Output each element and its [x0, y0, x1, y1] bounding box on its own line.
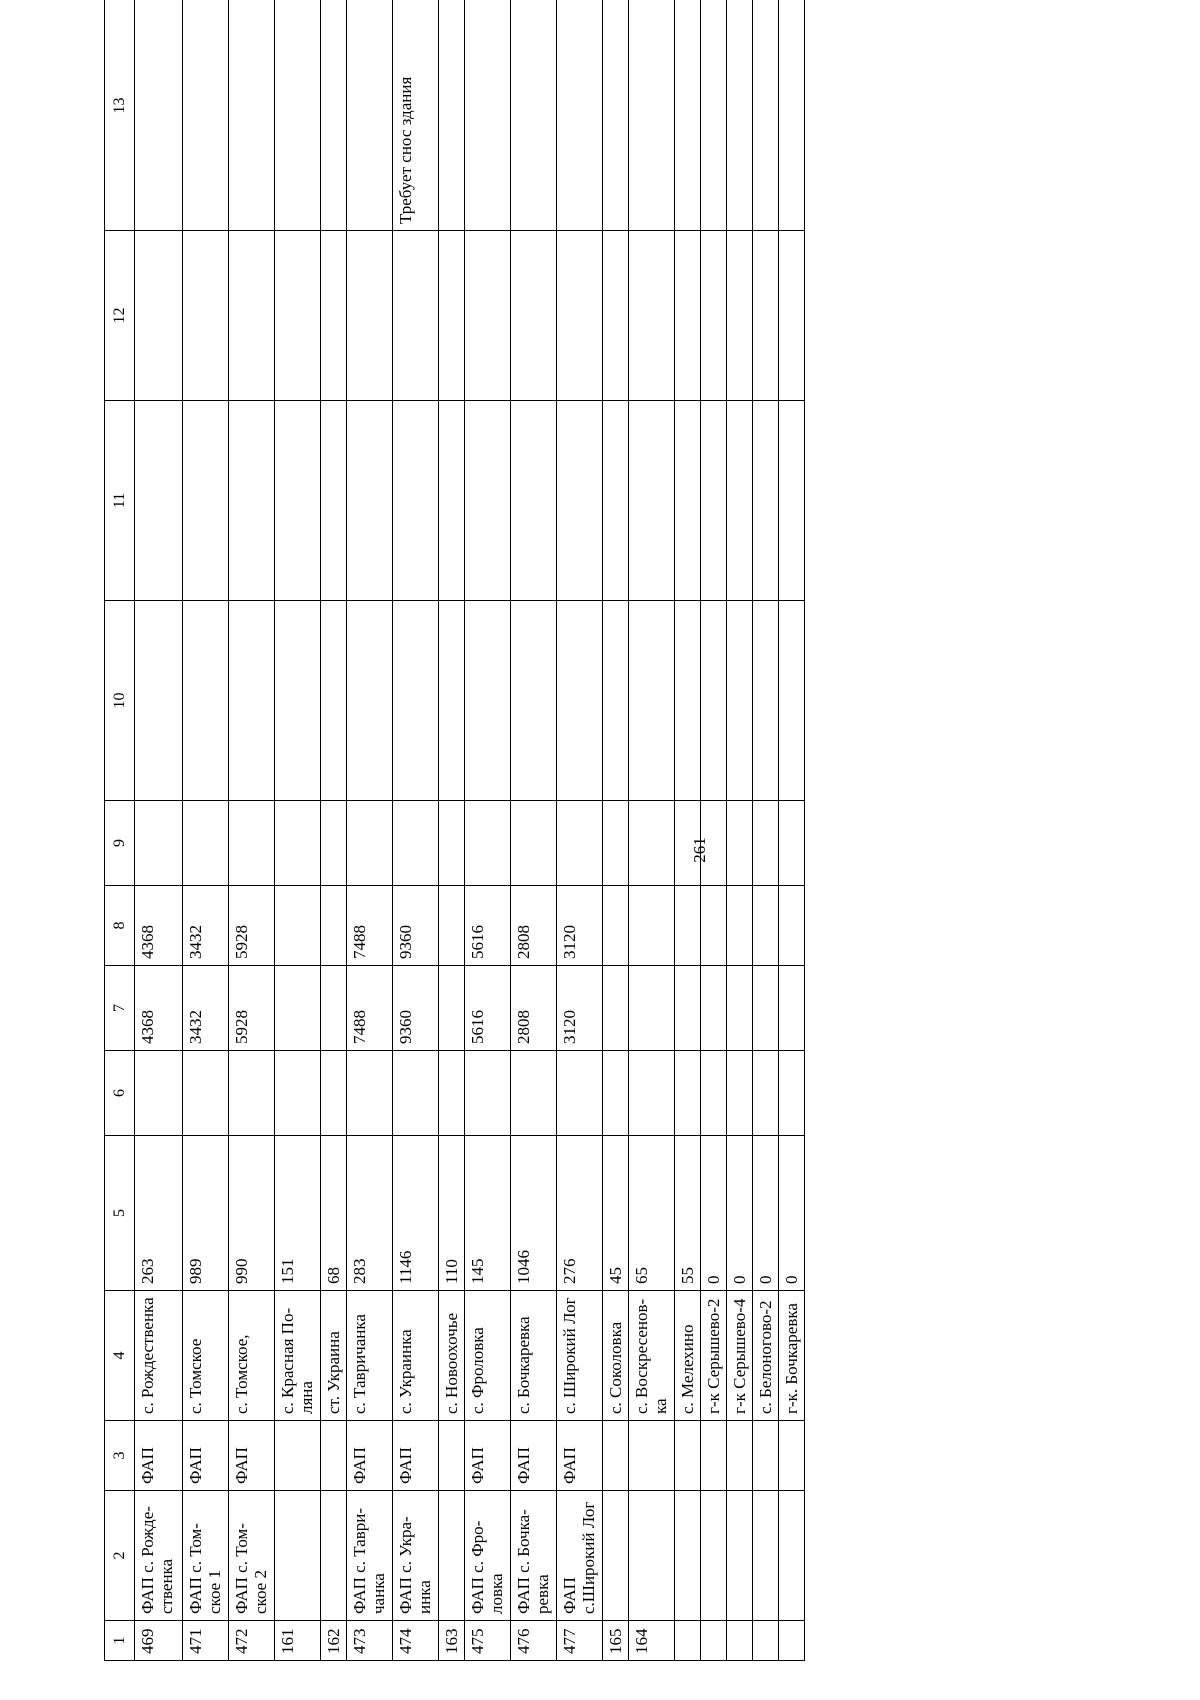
cell-col-6 [347, 1051, 393, 1136]
cell-col-1: 474 [393, 1621, 439, 1661]
header-cell: 7 [105, 966, 135, 1051]
cell-col-9 [603, 801, 629, 886]
cell-col-11 [675, 401, 701, 601]
cell-col-9 [229, 801, 275, 886]
cell-col-11 [347, 401, 393, 601]
cell-col-5: 151 [275, 1136, 321, 1291]
cell-col-7 [727, 966, 753, 1051]
cell-col-2 [439, 1491, 465, 1621]
cell-col-10 [183, 601, 229, 801]
header-cell: 2 [105, 1491, 135, 1621]
cell-col-6 [603, 1051, 629, 1136]
cell-col-4: с. Тавричанка [347, 1291, 393, 1421]
cell-col-12 [229, 231, 275, 401]
cell-col-6 [321, 1051, 347, 1136]
cell-col-3: ФАП [557, 1421, 603, 1491]
cell-col-4: с. Украинка [393, 1291, 439, 1421]
cell-col-10 [753, 601, 779, 801]
cell-col-13 [675, 0, 701, 231]
cell-col-7: 4368 [135, 966, 183, 1051]
cell-col-10 [557, 601, 603, 801]
cell-col-7: 2808 [511, 966, 557, 1051]
cell-col-11 [629, 401, 675, 601]
cell-col-13 [557, 0, 603, 231]
cell-col-9 [393, 801, 439, 886]
rotated-table-container [104, 0, 904, 1661]
cell-col-7 [753, 966, 779, 1051]
cell-col-1: 164 [629, 1621, 675, 1661]
cell-col-9 [275, 801, 321, 886]
cell-col-3: ФАП [229, 1421, 275, 1491]
cell-col-7 [629, 966, 675, 1051]
cell-col-1: 471 [183, 1621, 229, 1661]
table-row [629, 0, 675, 1661]
cell-col-12 [347, 231, 393, 401]
cell-col-8: 9360 [393, 886, 439, 966]
cell-col-5: 989 [183, 1136, 229, 1291]
cell-col-5: 283 [347, 1136, 393, 1291]
cell-col-4: с. Красная По-ляна [275, 1291, 321, 1421]
cell-col-7 [675, 966, 701, 1051]
cell-col-6 [229, 1051, 275, 1136]
cell-col-13 [465, 0, 511, 231]
cell-col-12 [753, 231, 779, 401]
cell-col-1: 477 [557, 1621, 603, 1661]
cell-col-6 [465, 1051, 511, 1136]
cell-col-11 [229, 401, 275, 601]
cell-col-1: 472 [229, 1621, 275, 1661]
cell-col-7: 3432 [183, 966, 229, 1051]
cell-col-2 [629, 1491, 675, 1621]
cell-col-12 [275, 231, 321, 401]
header-cell: 5 [105, 1136, 135, 1291]
cell-col-2: ФАП с. Укра-инка [393, 1491, 439, 1621]
cell-col-7 [439, 966, 465, 1051]
cell-col-4: г-к. Бочкаревка [779, 1291, 805, 1421]
cell-col-1: 163 [439, 1621, 465, 1661]
cell-col-11 [727, 401, 753, 601]
cell-col-10 [727, 601, 753, 801]
cell-col-2: ФАП с. Фро-ловка [465, 1491, 511, 1621]
cell-col-9 [347, 801, 393, 886]
cell-col-13 [439, 0, 465, 231]
cell-col-12 [629, 231, 675, 401]
cell-col-5: 65 [629, 1136, 675, 1291]
table-row [557, 0, 603, 1661]
cell-col-3 [779, 1421, 805, 1491]
cell-col-6 [439, 1051, 465, 1136]
cell-col-9 [465, 801, 511, 886]
cell-col-13 [629, 0, 675, 231]
cell-col-5: 990 [229, 1136, 275, 1291]
header-cell: 3 [105, 1421, 135, 1491]
cell-col-12 [557, 231, 603, 401]
cell-col-9 [557, 801, 603, 886]
cell-col-13: Требует снос здания [393, 0, 439, 231]
cell-col-8 [275, 886, 321, 966]
cell-col-12 [727, 231, 753, 401]
cell-col-13 [183, 0, 229, 231]
cell-col-8 [701, 886, 727, 966]
cell-col-8 [779, 886, 805, 966]
cell-col-8: 3120 [557, 886, 603, 966]
cell-col-11 [439, 401, 465, 601]
table-row [603, 0, 629, 1661]
header-cell: 8 [105, 886, 135, 966]
data-table [104, 0, 805, 1661]
cell-col-10 [229, 601, 275, 801]
cell-col-11 [393, 401, 439, 601]
cell-col-11 [275, 401, 321, 601]
cell-col-1: 469 [135, 1621, 183, 1661]
cell-col-4: с. Томское [183, 1291, 229, 1421]
table-row [393, 0, 439, 1661]
cell-col-4: с. Фроловка [465, 1291, 511, 1421]
cell-col-9 [753, 801, 779, 886]
cell-col-1 [701, 1621, 727, 1661]
cell-col-7 [779, 966, 805, 1051]
cell-col-2: ФАП с. Том-ское 1 [183, 1491, 229, 1621]
cell-col-3: ФАП [347, 1421, 393, 1491]
table-row [321, 0, 347, 1661]
cell-col-9 [135, 801, 183, 886]
cell-col-9 [439, 801, 465, 886]
cell-col-4: г-к Серышево-2 [701, 1291, 727, 1421]
cell-col-1 [753, 1621, 779, 1661]
cell-col-9 [675, 801, 701, 886]
cell-col-12 [511, 231, 557, 401]
cell-col-2 [753, 1491, 779, 1621]
cell-col-4: ст. Украина [321, 1291, 347, 1421]
cell-col-8: 5616 [465, 886, 511, 966]
cell-col-4: с. Широкий Лог [557, 1291, 603, 1421]
cell-col-5: 45 [603, 1136, 629, 1291]
cell-col-7 [701, 966, 727, 1051]
cell-col-1: 162 [321, 1621, 347, 1661]
table-row [675, 0, 701, 1661]
cell-col-1 [675, 1621, 701, 1661]
cell-col-2 [727, 1491, 753, 1621]
cell-col-5: 55 [675, 1136, 701, 1291]
cell-col-11 [511, 401, 557, 601]
cell-col-6 [511, 1051, 557, 1136]
cell-col-13 [779, 0, 805, 231]
cell-col-11 [321, 401, 347, 601]
cell-col-13 [727, 0, 753, 231]
cell-col-3 [753, 1421, 779, 1491]
cell-col-4: с. Белоногово-2 [753, 1291, 779, 1421]
cell-col-13 [135, 0, 183, 231]
cell-col-2: ФАП с. Том-ское 2 [229, 1491, 275, 1621]
cell-col-5: 263 [135, 1136, 183, 1291]
cell-col-5: 68 [321, 1136, 347, 1291]
cell-col-5: 0 [727, 1136, 753, 1291]
cell-col-12 [603, 231, 629, 401]
table-row [701, 0, 727, 1661]
cell-col-3 [439, 1421, 465, 1491]
cell-col-11 [135, 401, 183, 601]
cell-col-7: 7488 [347, 966, 393, 1051]
cell-col-3: ФАП [135, 1421, 183, 1491]
cell-col-8 [629, 886, 675, 966]
cell-col-9 [701, 801, 727, 886]
cell-col-13 [229, 0, 275, 231]
header-cell: 11 [105, 401, 135, 601]
cell-col-13 [603, 0, 629, 231]
cell-col-11 [557, 401, 603, 601]
cell-col-1: 473 [347, 1621, 393, 1661]
cell-col-4: с. Воскресенов-ка [629, 1291, 675, 1421]
cell-col-10 [465, 601, 511, 801]
header-cell: 4 [105, 1291, 135, 1421]
cell-col-8: 5928 [229, 886, 275, 966]
cell-col-2: ФАП с.Широкий Лог [557, 1491, 603, 1621]
header-cell: 12 [105, 231, 135, 401]
cell-col-6 [629, 1051, 675, 1136]
cell-col-6 [557, 1051, 603, 1136]
cell-col-12 [779, 231, 805, 401]
cell-col-2: ФАП с. Таври-чанка [347, 1491, 393, 1621]
cell-col-10 [135, 601, 183, 801]
cell-col-13 [347, 0, 393, 231]
cell-col-9 [727, 801, 753, 886]
cell-col-12 [393, 231, 439, 401]
cell-col-5: 0 [779, 1136, 805, 1291]
cell-col-5: 1146 [393, 1136, 439, 1291]
cell-col-11 [753, 401, 779, 601]
cell-col-4: г-к Серышево-4 [727, 1291, 753, 1421]
cell-col-6 [779, 1051, 805, 1136]
cell-col-2 [675, 1491, 701, 1621]
cell-col-1 [727, 1621, 753, 1661]
header-cell: 6 [105, 1051, 135, 1136]
cell-col-4: с. Мелехино [675, 1291, 701, 1421]
header-row [105, 0, 135, 1661]
cell-col-10 [393, 601, 439, 801]
cell-col-3 [275, 1421, 321, 1491]
cell-col-9 [511, 801, 557, 886]
cell-col-6 [275, 1051, 321, 1136]
cell-col-9 [183, 801, 229, 886]
cell-col-8 [439, 886, 465, 966]
cell-col-7: 9360 [393, 966, 439, 1051]
cell-col-12 [465, 231, 511, 401]
table-row [183, 0, 229, 1661]
cell-col-2 [603, 1491, 629, 1621]
table-row [347, 0, 393, 1661]
cell-col-8: 3432 [183, 886, 229, 966]
cell-col-8 [727, 886, 753, 966]
header-cell: 1 [105, 1621, 135, 1661]
table-row [439, 0, 465, 1661]
cell-col-13 [753, 0, 779, 231]
cell-col-4: с. Соколовка [603, 1291, 629, 1421]
cell-col-2 [701, 1491, 727, 1621]
cell-col-2 [779, 1491, 805, 1621]
page-number: 261 [690, 837, 709, 863]
cell-col-13 [275, 0, 321, 231]
cell-col-6 [183, 1051, 229, 1136]
cell-col-3 [727, 1421, 753, 1491]
header-cell: 13 [105, 0, 135, 231]
header-cell: 10 [105, 601, 135, 801]
table-row [465, 0, 511, 1661]
cell-col-2 [321, 1491, 347, 1621]
cell-col-1: 165 [603, 1621, 629, 1661]
table-row [727, 0, 753, 1661]
cell-col-7: 3120 [557, 966, 603, 1051]
cell-col-5: 110 [439, 1136, 465, 1291]
cell-col-10 [675, 601, 701, 801]
cell-col-10 [603, 601, 629, 801]
cell-col-11 [603, 401, 629, 601]
cell-col-9 [779, 801, 805, 886]
cell-col-12 [439, 231, 465, 401]
cell-col-3 [629, 1421, 675, 1491]
table-row [779, 0, 805, 1661]
cell-col-1: 161 [275, 1621, 321, 1661]
table-row [229, 0, 275, 1661]
cell-col-6 [753, 1051, 779, 1136]
cell-col-3 [321, 1421, 347, 1491]
cell-col-10 [701, 601, 727, 801]
cell-col-5: 0 [701, 1136, 727, 1291]
cell-col-12 [321, 231, 347, 401]
cell-col-10 [779, 601, 805, 801]
cell-col-7: 5616 [465, 966, 511, 1051]
table-row [753, 0, 779, 1661]
cell-col-7 [275, 966, 321, 1051]
cell-col-11 [465, 401, 511, 601]
cell-col-13 [511, 0, 557, 231]
cell-col-3: ФАП [183, 1421, 229, 1491]
cell-col-9 [321, 801, 347, 886]
cell-col-12 [135, 231, 183, 401]
cell-col-10 [511, 601, 557, 801]
cell-col-10 [275, 601, 321, 801]
cell-col-6 [701, 1051, 727, 1136]
cell-col-3 [701, 1421, 727, 1491]
cell-col-7 [603, 966, 629, 1051]
cell-col-10 [347, 601, 393, 801]
cell-col-5: 145 [465, 1136, 511, 1291]
cell-col-6 [727, 1051, 753, 1136]
cell-col-8: 4368 [135, 886, 183, 966]
table-row [275, 0, 321, 1661]
table-row [135, 0, 183, 1661]
cell-col-8 [603, 886, 629, 966]
cell-col-10 [629, 601, 675, 801]
cell-col-4: с. Бочкаревка [511, 1291, 557, 1421]
cell-col-3: ФАП [393, 1421, 439, 1491]
cell-col-5: 1046 [511, 1136, 557, 1291]
cell-col-11 [183, 401, 229, 601]
cell-col-8 [321, 886, 347, 966]
cell-col-3 [603, 1421, 629, 1491]
cell-col-3 [675, 1421, 701, 1491]
cell-col-4: с. Рождественка [135, 1291, 183, 1421]
cell-col-4: с. Томское, [229, 1291, 275, 1421]
cell-col-12 [701, 231, 727, 401]
cell-col-13 [701, 0, 727, 231]
cell-col-8: 7488 [347, 886, 393, 966]
cell-col-6 [675, 1051, 701, 1136]
cell-col-11 [701, 401, 727, 601]
cell-col-1: 475 [465, 1621, 511, 1661]
header-cell: 9 [105, 801, 135, 886]
cell-col-10 [439, 601, 465, 801]
cell-col-8 [753, 886, 779, 966]
cell-col-1 [779, 1621, 805, 1661]
cell-col-10 [321, 601, 347, 801]
cell-col-1: 476 [511, 1621, 557, 1661]
cell-col-6 [135, 1051, 183, 1136]
cell-col-13 [321, 0, 347, 231]
cell-col-8: 2808 [511, 886, 557, 966]
table-row [511, 0, 557, 1661]
cell-col-7: 5928 [229, 966, 275, 1051]
cell-col-3: ФАП [511, 1421, 557, 1491]
cell-col-4: с. Новоохочье [439, 1291, 465, 1421]
cell-col-9 [629, 801, 675, 886]
cell-col-7 [321, 966, 347, 1051]
cell-col-6 [393, 1051, 439, 1136]
cell-col-5: 0 [753, 1136, 779, 1291]
cell-col-2: ФАП с. Рожде-ственка [135, 1491, 183, 1621]
cell-col-2 [275, 1491, 321, 1621]
cell-col-11 [779, 401, 805, 601]
cell-col-2: ФАП с. Бочка-ревка [511, 1491, 557, 1621]
cell-col-12 [675, 231, 701, 401]
cell-col-3: ФАП [465, 1421, 511, 1491]
cell-col-8 [675, 886, 701, 966]
cell-col-12 [183, 231, 229, 401]
cell-col-5: 276 [557, 1136, 603, 1291]
